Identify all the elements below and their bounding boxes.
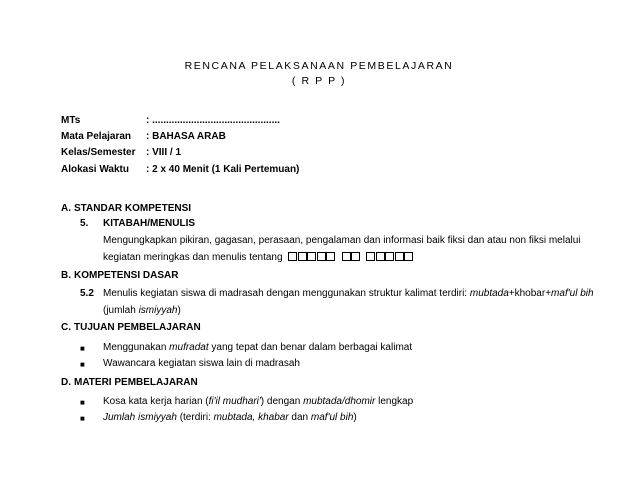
info-row-time	[61, 164, 299, 175]
bullet-icon: ■	[80, 344, 85, 353]
section-c-item1	[103, 342, 412, 353]
section-c-heading	[61, 322, 201, 333]
section-a-line1: Mengungkapkan pikiran, gagasan, perasaan, pengalaman dan informasi baik fiksi dan atau non fiksi melalui	[103, 235, 581, 246]
italic-term: mufradat	[169, 342, 209, 353]
section-letter: D.	[61, 377, 71, 388]
section-d-item2	[103, 412, 357, 423]
info-row-class	[61, 147, 181, 158]
bullet-icon: ■	[80, 398, 85, 407]
text: ) dengan	[260, 396, 304, 407]
italic-term: mubtada/dhomir	[303, 396, 376, 407]
section-b-heading	[61, 270, 178, 281]
section-a-subtitle: KITABAH/MENULIS	[103, 218, 196, 229]
arabic-text-placeholder	[342, 252, 361, 263]
italic-term: maf'ul bih	[310, 412, 354, 423]
section-d-heading	[61, 377, 198, 388]
text: Menulis kegiatan siswa di madrasah dengan menggunakan struktur kalimat terdiri:	[103, 288, 470, 299]
section-letter: C.	[61, 322, 71, 333]
text: Kosa kata kerja harian (	[103, 396, 209, 407]
info-value: : BAHASA ARAB	[146, 131, 226, 142]
italic-term: Jumlah ismiyyah	[103, 412, 177, 423]
italic-term: mubtada, khabar	[213, 412, 289, 423]
italic-term: fi'il mudhari'	[208, 396, 261, 407]
arabic-text-placeholder	[366, 252, 414, 263]
text: (terdiri:	[176, 412, 214, 423]
bullet-icon: ■	[80, 360, 85, 369]
text: )	[353, 412, 357, 423]
section-b-line1	[103, 288, 594, 299]
info-label: Mata Pelajaran	[61, 131, 132, 142]
section-a-line2	[103, 252, 414, 263]
section-b-line2	[103, 305, 181, 316]
document-subtitle: ( R P P )	[291, 75, 347, 87]
section-a-line2-text: kegiatan meringkas dan menulis tentang	[103, 252, 283, 263]
section-title: KOMPETENSI DASAR	[74, 270, 179, 281]
section-title: STANDAR KOMPETENSI	[74, 203, 192, 214]
section-letter: B.	[61, 270, 71, 281]
section-a-heading	[61, 203, 191, 214]
info-value: : ..............................................	[146, 115, 280, 126]
info-row-mts	[61, 115, 280, 126]
info-row-subject	[61, 131, 226, 142]
italic-term: ismiyyah	[138, 305, 178, 316]
text: )	[177, 305, 181, 316]
text: Menggunakan	[103, 342, 170, 353]
section-letter: A.	[61, 203, 71, 214]
italic-term: mubtada	[469, 288, 509, 299]
info-label: Alokasi Waktu	[61, 164, 129, 175]
section-title: TUJUAN PEMBELAJARAN	[74, 322, 201, 333]
italic-term: maf'ul bih	[551, 288, 594, 299]
section-c-item2: Wawancara kegiatan siswa lain di madrasah	[103, 358, 300, 369]
info-label: MTs	[61, 115, 81, 126]
info-value: : 2 x 40 Menit (1 Kali Pertemuan)	[146, 164, 300, 175]
text: (jumlah	[103, 305, 139, 316]
section-a-number: 5.	[80, 218, 89, 229]
info-value: : VIII / 1	[146, 147, 182, 158]
section-title: MATERI PEMBELAJARAN	[74, 377, 198, 388]
text: dan	[288, 412, 311, 423]
bullet-icon: ■	[80, 414, 85, 423]
info-label: Kelas/Semester	[61, 147, 136, 158]
arabic-text-placeholder	[288, 252, 336, 263]
text: yang tepat dan benar dalam berbagai kalimat	[208, 342, 413, 353]
section-b-number: 5.2	[80, 288, 94, 299]
section-d-item1	[103, 396, 413, 407]
document-title: RENCANA PELAKSANAAN PEMBELAJARAN	[184, 60, 454, 72]
text: +khobar+	[508, 288, 552, 299]
text: lengkap	[375, 396, 414, 407]
